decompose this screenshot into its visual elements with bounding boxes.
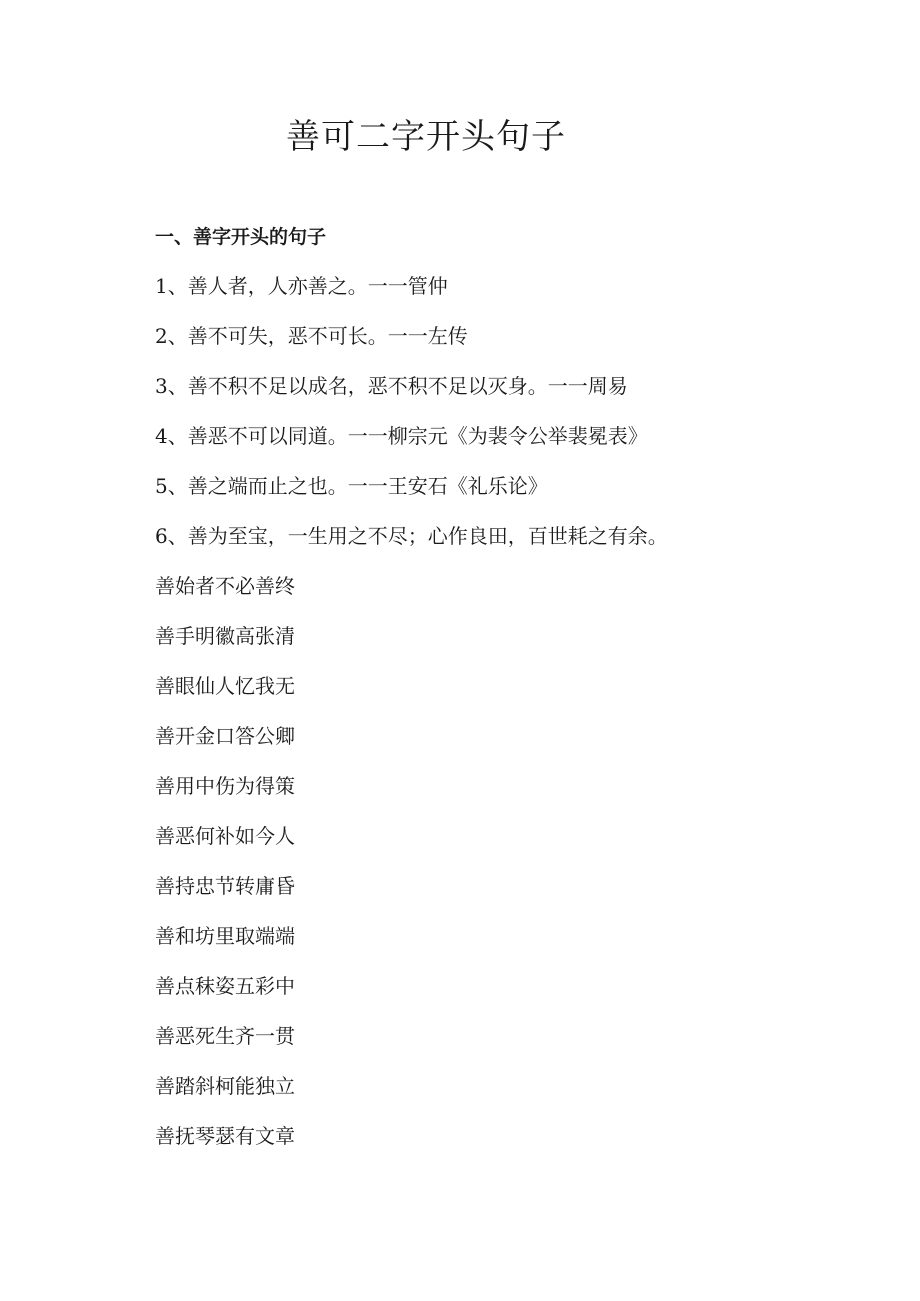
quote-line: 1、善人者，人亦善之。一一管仲	[155, 274, 448, 298]
phrase-line: 善和坊里取端端	[155, 924, 295, 948]
phrase-line: 善手明徽高张清	[155, 624, 295, 648]
quote-line: 3、善不积不足以成名，恶不积不足以灭身。一一周易	[155, 374, 628, 398]
phrase-line: 善恶死生齐一贯	[155, 1024, 295, 1048]
phrase-line: 善始者不必善终	[155, 574, 295, 598]
quote-line: 6、善为至宝，一生用之不尽；心作良田，百世耗之有余。	[155, 524, 668, 548]
phrase-line: 善点秣姿五彩中	[155, 974, 295, 998]
phrase-line: 善眼仙人忆我无	[155, 674, 295, 698]
quote-line: 4、善恶不可以同道。一一柳宗元《为裴令公举裴冕表》	[155, 424, 648, 448]
section-heading: 一、善字开头的句子	[155, 226, 327, 248]
phrase-line: 善踏斜柯能独立	[155, 1074, 295, 1098]
phrase-line: 善开金口答公卿	[155, 724, 295, 748]
page-title: 善可二字开头句子	[286, 117, 566, 157]
phrase-line: 善抚琴瑟有文章	[155, 1124, 295, 1148]
phrase-line: 善持忠节转庸昏	[155, 874, 295, 898]
quote-line: 2、善不可失，恶不可长。一一左传	[155, 324, 468, 348]
phrase-line: 善恶何补如今人	[155, 824, 295, 848]
phrase-line: 善用中伤为得策	[155, 774, 295, 798]
quote-line: 5、善之端而止之也。一一王安石《礼乐论》	[155, 474, 548, 498]
document-body	[155, 224, 695, 1173]
